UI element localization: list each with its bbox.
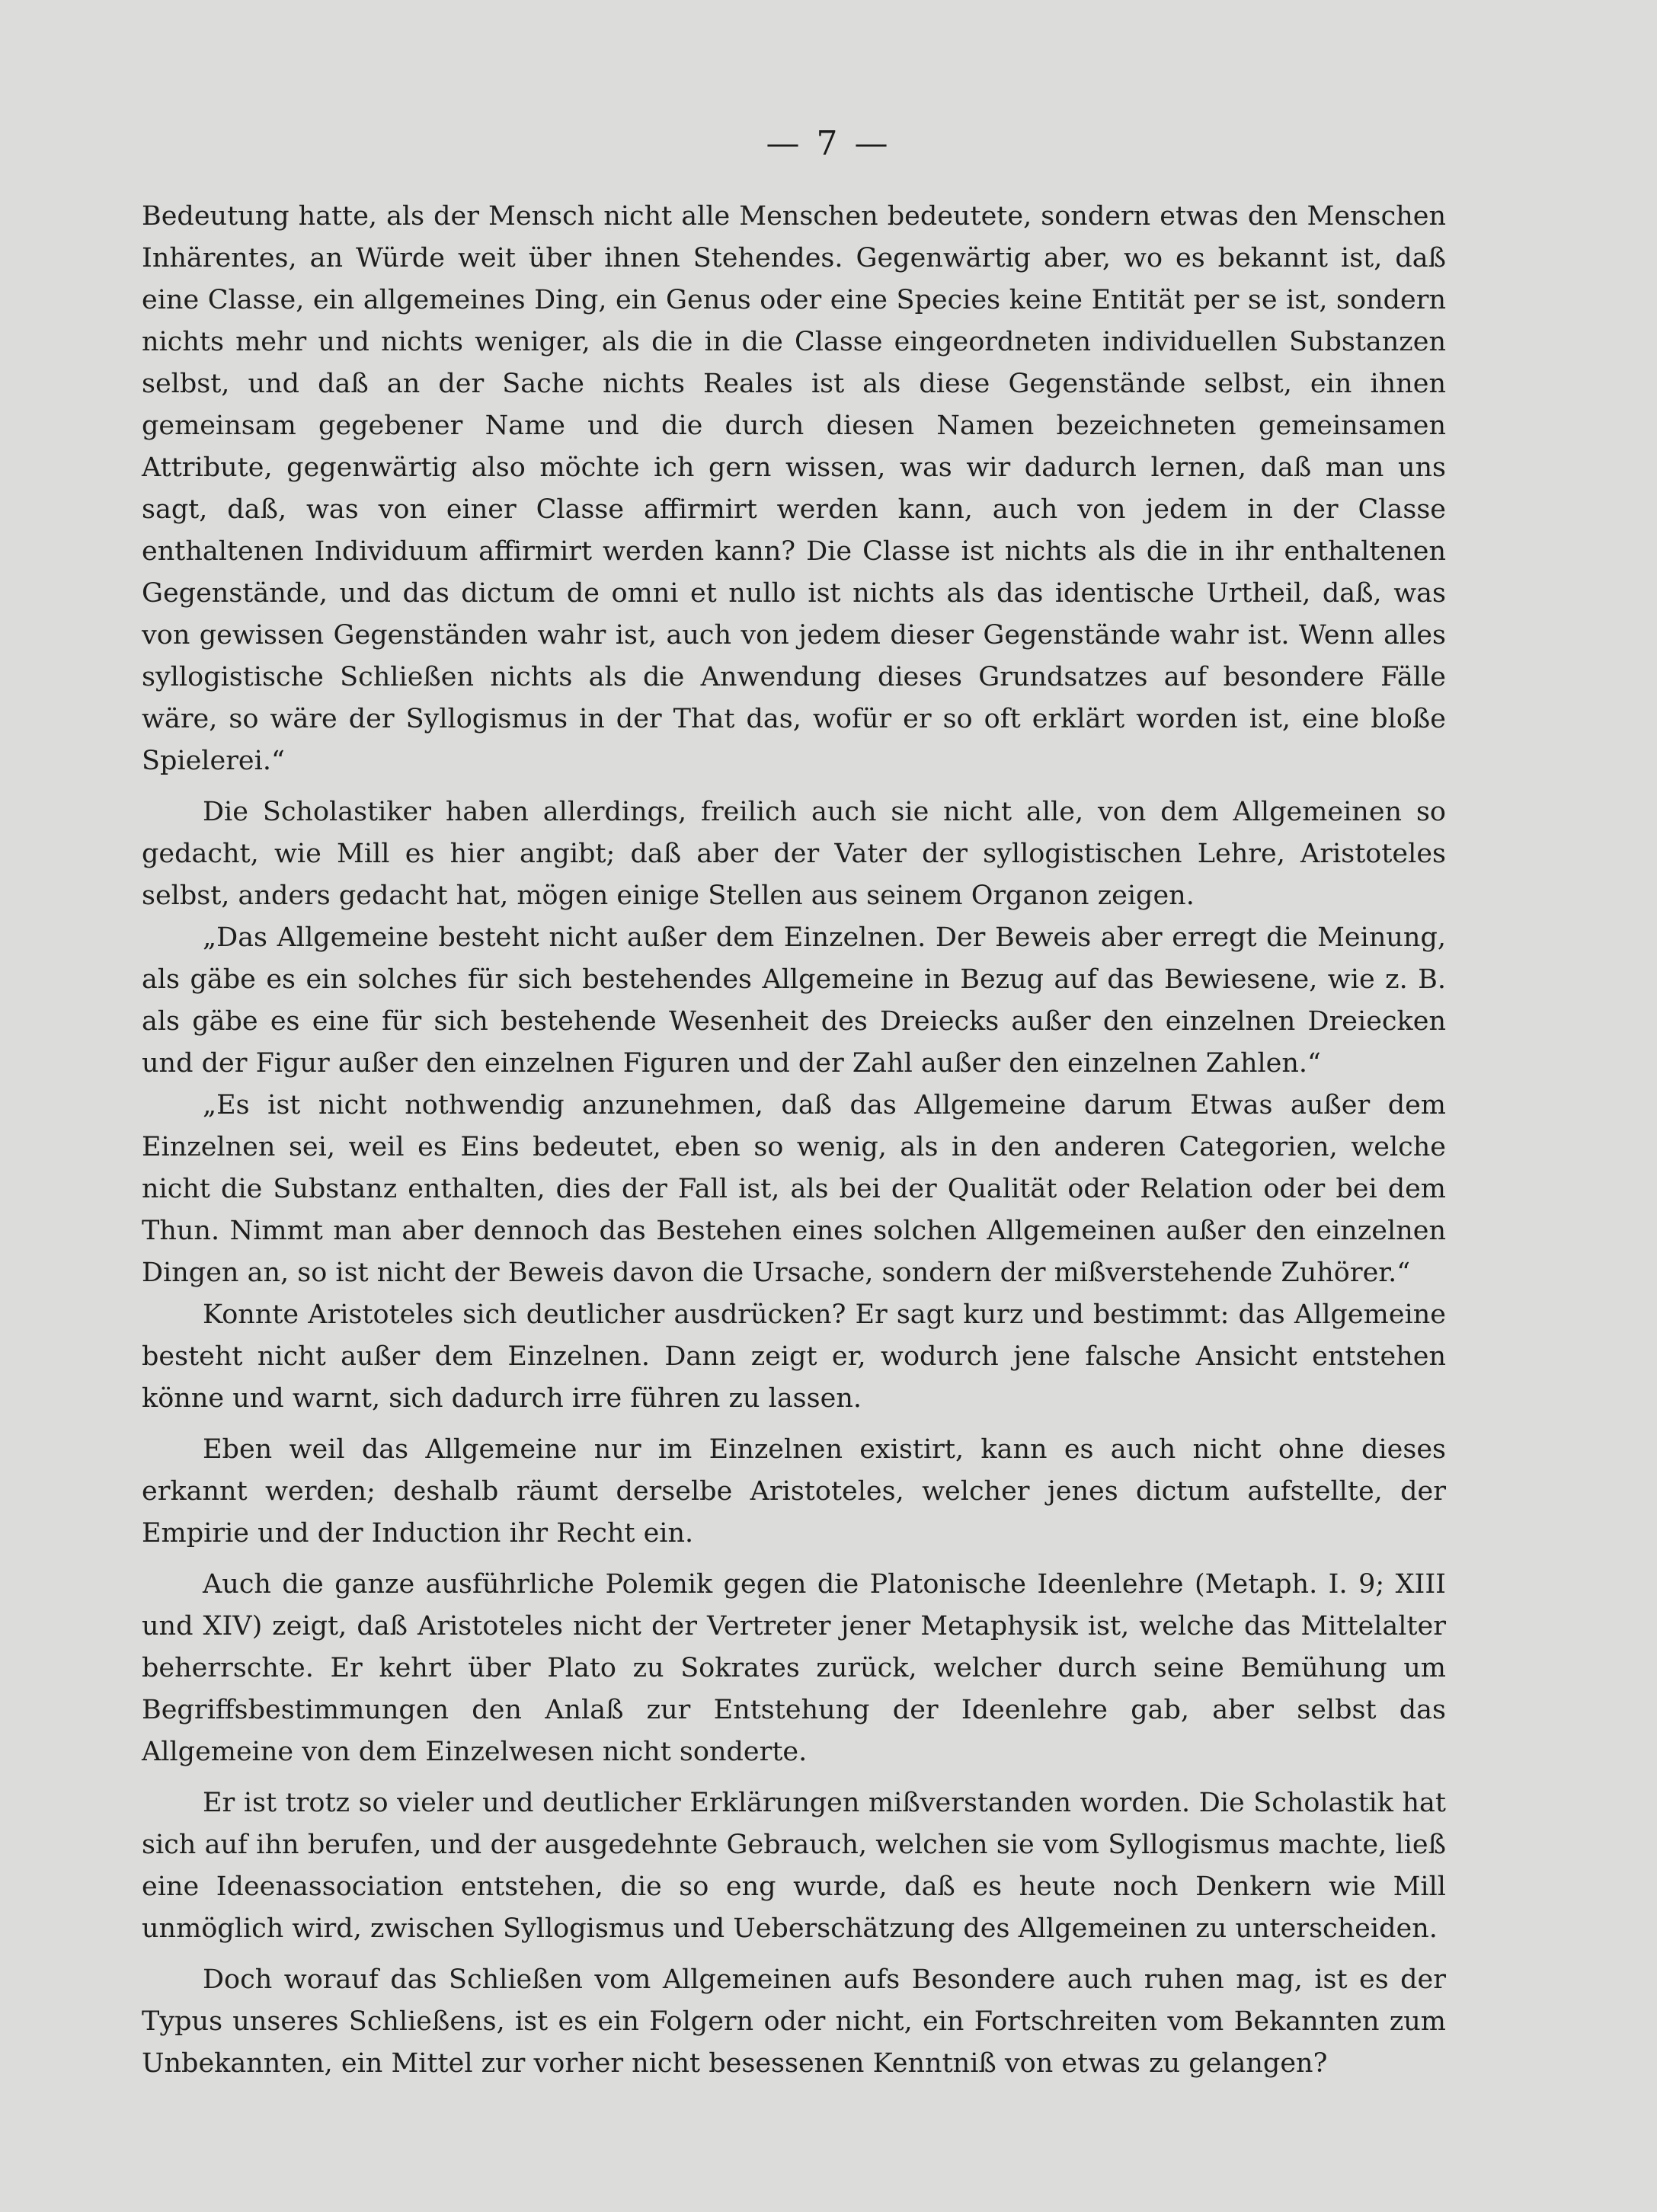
paragraph-quote-2: „Es ist nicht nothwendig anzunehmen, daß das Allgemeine darum Etwas außer dem Einzelnen sei, weil es Eins bedeutet, eben so wenig, als in den anderen Categorien, welche nicht die Substanz enthalten, dies der Fall ist, als bei der Qualität oder Relation oder bei dem Thun. Nimmt man aber dennoch das Bestehen eines solchen Allgemeinen außer den einzelnen Dingen an, so ist nicht der Beweis davon die Ursache, sondern der mißverstehende Zuhörer.“	[142, 1090, 1446, 1288]
paragraph-missverstanden: Er ist trotz so vieler und deutlicher Erklärungen mißverstanden worden. Die Scholastik hat sich auf ihn berufen, und der ausgedehnte Gebrauch, welchen sie vom Syllogismus machte, ließ eine Ideenassociation entstehen, die so eng wurde, daß es heute noch Denkern wie Mill unmöglich wird, zwischen Syllogismus und Ueberschätzung des Allgemeinen zu unterscheiden.	[142, 1788, 1446, 1944]
paragraph-quote-1: „Das Allgemeine besteht nicht außer dem Einzelnen. Der Beweis aber erregt die Meinung, als gäbe es ein solches für sich bestehendes Allgemeine in Bezug auf das Bewiesene, wie z. B. als gäbe es eine für sich bestehende Wesenheit des Dreiecks außer den einzelnen Dreiecken und der Figur außer den einzelnen Figuren und der Zahl außer den einzelnen Zahlen.“	[142, 922, 1446, 1079]
body-text	[142, 196, 1446, 2085]
paragraph-scholastiker: Die Scholastiker haben allerdings, freilich auch sie nicht alle, von dem Allgemeinen so gedacht, wie Mill es hier angibt; daß aber der Vater der syllogistischen Lehre, Aristoteles selbst, anders gedacht hat, mögen einige Stellen aus seinem Organon zeigen.	[142, 797, 1446, 911]
paragraph-aristoteles-question: Konnte Aristoteles sich deutlicher ausdrücken? Er sagt kurz und bestimmt: das Allgemeine besteht nicht außer dem Einzelnen. Dann zeigt er, wodurch jene falsche Ansicht entstehen könne und warnt, sich dadurch irre führen zu lassen.	[142, 1299, 1446, 1414]
paragraph-induction: Eben weil das Allgemeine nur im Einzelnen existirt, kann es auch nicht ohne dieses erkannt werden; deshalb räumt derselbe Aristoteles, welcher jenes dictum aufstellte, der Empirie und der Induction ihr Recht ein.	[142, 1434, 1446, 1549]
paragraph-polemik: Auch die ganze ausführliche Polemik gegen die Platonische Ideenlehre (Metaph. I. 9; XIII und XIV) zeigt, daß Aristoteles nicht der Vertreter jener Metaphysik ist, welche das Mittelalter beherrschte. Er kehrt über Plato zu Sokrates zurück, welcher durch seine Bemühung um Begriffsbestimmungen den Anlaß zur Entstehung der Ideenlehre gab, aber selbst das Allgemeine von dem Einzelwesen nicht sonderte.	[142, 1569, 1446, 1767]
paragraph-schliessen: Doch worauf das Schließen vom Allgemeinen aufs Besondere auch ruhen mag, ist es der Typus unseres Schließens, ist es ein Folgern oder nicht, ein Fortschreiten vom Bekannten zum Unbekannten, ein Mittel zur vorher nicht besessenen Kenntniß von etwas zu gelangen?	[142, 1964, 1446, 2079]
page-number: — 7 —	[766, 124, 891, 163]
paragraph-continuation: Bedeutung hatte, als der Mensch nicht alle Menschen bedeutete, sondern etwas den Menschen Inhärentes, an Würde weit über ihnen Stehendes. Gegenwärtig aber, wo es bekannt ist, daß eine Classe, ein allgemeines Ding, ein Genus oder eine Species keine Entität per se ist, sondern nichts mehr und nichts weniger, als die in die Classe eingeordneten individuellen Substanzen selbst, und daß an der Sache nichts Reales ist als diese Gegenstände selbst, ein ihnen gemeinsam gegebener Name und die durch diesen Namen bezeichneten gemeinsamen Attribute, gegenwärtig also möchte ich gern wissen, was wir dadurch lernen, daß man uns sagt, daß, was von einer Classe affirmirt werden kann, auch von jedem in der Classe enthaltenen Individuum affirmirt werden kann? Die Classe ist nichts als die in ihr enthaltenen Gegenstände, und das dictum de omni et nullo ist nichts als das identische Urtheil, daß, was von gewissen Gegenständen wahr ist, auch von jedem dieser Gegenstände wahr ist. Wenn alles syllogistische Schließen nichts als die Anwendung dieses Grundsatzes auf besondere Fälle wäre, so wäre der Syllogismus in der That das, wofür er so oft erklärt worden ist, eine bloße Spielerei.“	[142, 201, 1446, 776]
